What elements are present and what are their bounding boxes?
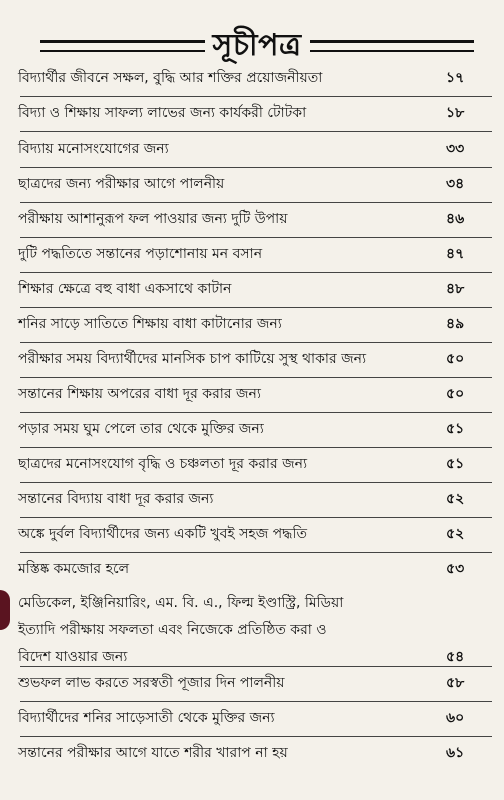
divider	[20, 167, 492, 168]
toc-entry[interactable]	[18, 670, 490, 696]
toc-entry[interactable]	[18, 311, 490, 337]
page-number: ৫৪	[446, 649, 465, 665]
page-number: ৪৭	[446, 246, 465, 262]
toc-entry[interactable]	[18, 65, 490, 91]
page-number: ৫৮	[446, 675, 465, 691]
toc-entry[interactable]	[18, 740, 490, 766]
toc-entry[interactable]	[18, 276, 490, 302]
entry-text: বিদ্যায় মনোসংযোগের জন্য	[18, 141, 169, 157]
entry-text: সন্তানের শিক্ষায় অপরের বাধা দূর করার জন্য	[18, 386, 261, 402]
toc-entry[interactable]	[18, 346, 490, 372]
divider	[20, 482, 492, 483]
page-number: ৫১	[446, 421, 465, 437]
toc-entry[interactable]	[18, 206, 490, 232]
entry-text: বিদ্যার্থীর জীবনে সক্ষল, বুদ্ধি আর শক্তির প্রয়োজনীয়তা	[18, 70, 323, 86]
entry-text: ছাত্রদের জন্য পরীক্ষার আগে পালনীয়	[18, 176, 225, 192]
entry-text: শুভফল লাভ করতে সরস্বতী পূজার দিন পালনীয়	[18, 675, 285, 691]
divider	[20, 131, 492, 132]
toc-entry[interactable]	[18, 556, 490, 582]
entry-text: পরীক্ষার সময় বিদ্যার্থীদের মানসিক চাপ কাটিয়ে সুস্থ থাকার জন্য	[18, 351, 367, 367]
toc-entry[interactable]	[18, 416, 490, 442]
page-number: ৪৮	[446, 281, 465, 297]
toc-entry[interactable]	[18, 486, 490, 512]
entry-line: মেডিকেল, ইঞ্জিনিয়ারিং, এম. বি. এ., ফিল্ম ইণ্ডাস্ট্রি, মিডিয়া	[18, 595, 344, 611]
divider	[20, 447, 492, 448]
entry-text: দুটি পদ্ধতিতে সন্তানের পড়াশোনায় মন বসান	[18, 246, 263, 262]
entry-text: শনির সাড়ে সাতিতে শিক্ষায় বাধা কাটানোর জন্য	[18, 316, 282, 332]
divider	[20, 412, 492, 413]
divider	[20, 736, 492, 737]
divider	[20, 202, 492, 203]
entry-text: মস্তিষ্ক কমজোর হলে	[18, 561, 129, 577]
divider	[20, 272, 492, 273]
page-number: ৩৩	[446, 141, 465, 157]
toc-entry[interactable]	[18, 171, 490, 197]
toc-entry[interactable]	[18, 381, 490, 407]
toc-entry[interactable]	[18, 136, 490, 162]
toc-entry[interactable]	[18, 241, 490, 267]
page-number: ১৮	[446, 105, 465, 121]
divider	[20, 96, 492, 97]
page-number: ৪৯	[446, 316, 465, 332]
page-number: ৫০	[446, 386, 465, 402]
entry-line: ইত্যাদি পরীক্ষায় সফলতা এবং নিজেকে প্রতিষ্ঠিত করা ও	[18, 622, 327, 638]
divider	[20, 237, 492, 238]
page-number: ৪৬	[446, 211, 465, 227]
page-number: ৫০	[446, 351, 465, 367]
page-number: ৫২	[446, 526, 465, 542]
entry-text: সন্তানের পরীক্ষার আগে যাতে শরীর খারাপ না হয়	[18, 745, 288, 761]
page-number: ৫৩	[446, 561, 465, 577]
page-number: ৫১	[446, 456, 465, 472]
toc-entry[interactable]	[18, 590, 490, 671]
divider	[20, 377, 492, 378]
toc-entry[interactable]	[18, 451, 490, 477]
entry-text: পরীক্ষায় আশানুরূপ ফল পাওয়ার জন্য দুটি উপায়	[18, 211, 288, 227]
toc-entry[interactable]	[18, 521, 490, 547]
entry-line: বিদেশ যাওয়ার জন্য	[18, 649, 128, 665]
divider	[20, 342, 492, 343]
divider	[20, 552, 492, 553]
toc-entry[interactable]	[18, 705, 490, 731]
divider	[20, 517, 492, 518]
entry-text: ছাত্রদের মনোসংযোগ বৃদ্ধি ও চঞ্চলতা দূর করার জন্য	[18, 456, 308, 472]
divider	[20, 666, 492, 667]
divider	[20, 307, 492, 308]
page-number: ৩৪	[446, 176, 465, 192]
entry-text: পড়ার সময় ঘুম পেলে তার থেকে মুক্তির জন্য	[18, 421, 264, 437]
entry-text: বিদ্যা ও শিক্ষায় সাফল্য লাভের জন্য কার্যকরী টোটকা	[18, 105, 307, 121]
page-number: ১৭	[446, 70, 465, 86]
page-title: সূচীপত্র	[212, 27, 302, 63]
toc-entry[interactable]	[18, 100, 490, 126]
divider	[20, 701, 492, 702]
entry-text: বিদ্যার্থীদের শনির সাড়েসাতী থেকে মুক্তির জন্য	[18, 710, 275, 726]
entry-text-multiline	[18, 590, 442, 671]
entry-text: অঙ্কে দুর্বল বিদ্যার্থীদের জন্য একটি খুবই সহজ পদ্ধতি	[18, 526, 307, 542]
page-number: ৬০	[446, 710, 465, 726]
entry-text: শিক্ষার ক্ষেত্রে বহু বাধা একসাথে কাটান	[18, 281, 232, 297]
entry-text: সন্তানের বিদ্যায় বাধা দূর করার জন্য	[18, 491, 214, 507]
page-number: ৫২	[446, 491, 465, 507]
page-number: ৬১	[446, 745, 465, 761]
